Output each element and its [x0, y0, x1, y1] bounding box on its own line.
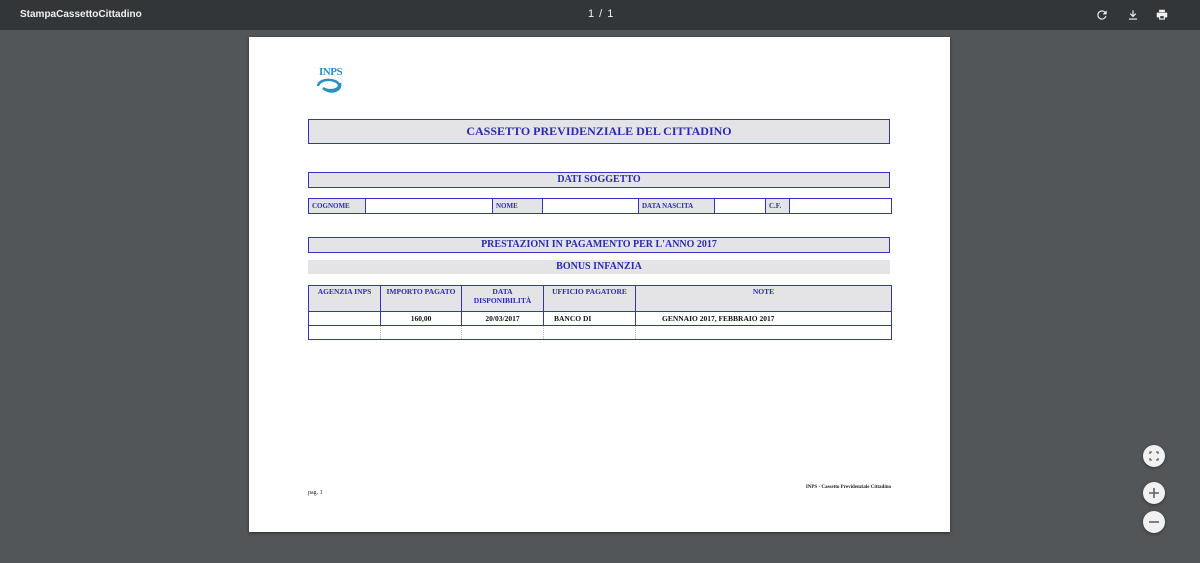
- header-ufficio: UFFICIO PAGATORE: [544, 286, 636, 312]
- inps-logo: [315, 62, 355, 102]
- download-icon[interactable]: [1126, 8, 1140, 22]
- value-cognome: [366, 199, 493, 214]
- value-nome: [543, 199, 639, 214]
- rotate-icon[interactable]: [1095, 8, 1109, 22]
- page-number: pag. 1: [308, 490, 323, 496]
- pdf-page: [249, 37, 950, 532]
- zoom-in-button[interactable]: [1143, 482, 1165, 504]
- main-title: CASSETTO PREVIDENZIALE DEL CITTADINO: [308, 119, 890, 144]
- cell-ufficio: BANCO DI: [544, 312, 636, 326]
- label-nome: NOME: [493, 199, 543, 214]
- print-icon[interactable]: [1155, 8, 1169, 22]
- bonus-table: [308, 285, 892, 340]
- footer-caption: INPS - Cassetto Previdenziale Cittadino: [805, 485, 891, 490]
- header-data: DATA DISPONIBILITÀ: [462, 286, 544, 312]
- zoom-out-button[interactable]: [1143, 511, 1165, 533]
- subject-table: [308, 198, 892, 214]
- zoom-in-icon: [1143, 482, 1165, 504]
- header-note: NOTE: [636, 286, 892, 312]
- logo-text: INPS: [319, 66, 343, 78]
- viewer-toolbar: [0, 0, 1200, 30]
- cell-data: 20/03/2017: [462, 312, 544, 326]
- header-importo: IMPORTO PAGATO: [381, 286, 462, 312]
- section-subject-title: DATI SOGGETTO: [308, 172, 890, 188]
- logo-swirl-icon: [315, 74, 345, 100]
- document-title: StampaCassettoCittadino: [20, 9, 142, 20]
- empty-cell: [636, 326, 892, 340]
- cell-agenzia: [309, 312, 381, 326]
- table-row-empty: [309, 326, 892, 340]
- label-cf: C.F.: [766, 199, 790, 214]
- page-indicator: 1 / 1: [588, 8, 615, 20]
- label-cognome: COGNOME: [309, 199, 366, 214]
- fit-page-icon: [1143, 445, 1165, 467]
- empty-cell: [309, 326, 381, 340]
- zoom-out-icon: [1143, 511, 1165, 533]
- fit-page-button[interactable]: [1143, 445, 1165, 467]
- value-cf: [790, 199, 892, 214]
- header-agenzia: AGENZIA INPS: [309, 286, 381, 312]
- value-data-nascita: [715, 199, 766, 214]
- empty-cell: [544, 326, 636, 340]
- bonus-header-row: [309, 286, 892, 312]
- cell-importo: 160,00: [381, 312, 462, 326]
- label-data-nascita: DATA NASCITA: [639, 199, 715, 214]
- section-benefits-title: PRESTAZIONI IN PAGAMENTO PER L'ANNO 2017: [308, 237, 890, 253]
- cell-note: GENNAIO 2017, FEBBRAIO 2017: [636, 312, 892, 326]
- subject-row: [309, 199, 892, 214]
- empty-cell: [462, 326, 544, 340]
- table-row: [309, 312, 892, 326]
- empty-cell: [381, 326, 462, 340]
- section-bonus-title: BONUS INFANZIA: [308, 260, 890, 274]
